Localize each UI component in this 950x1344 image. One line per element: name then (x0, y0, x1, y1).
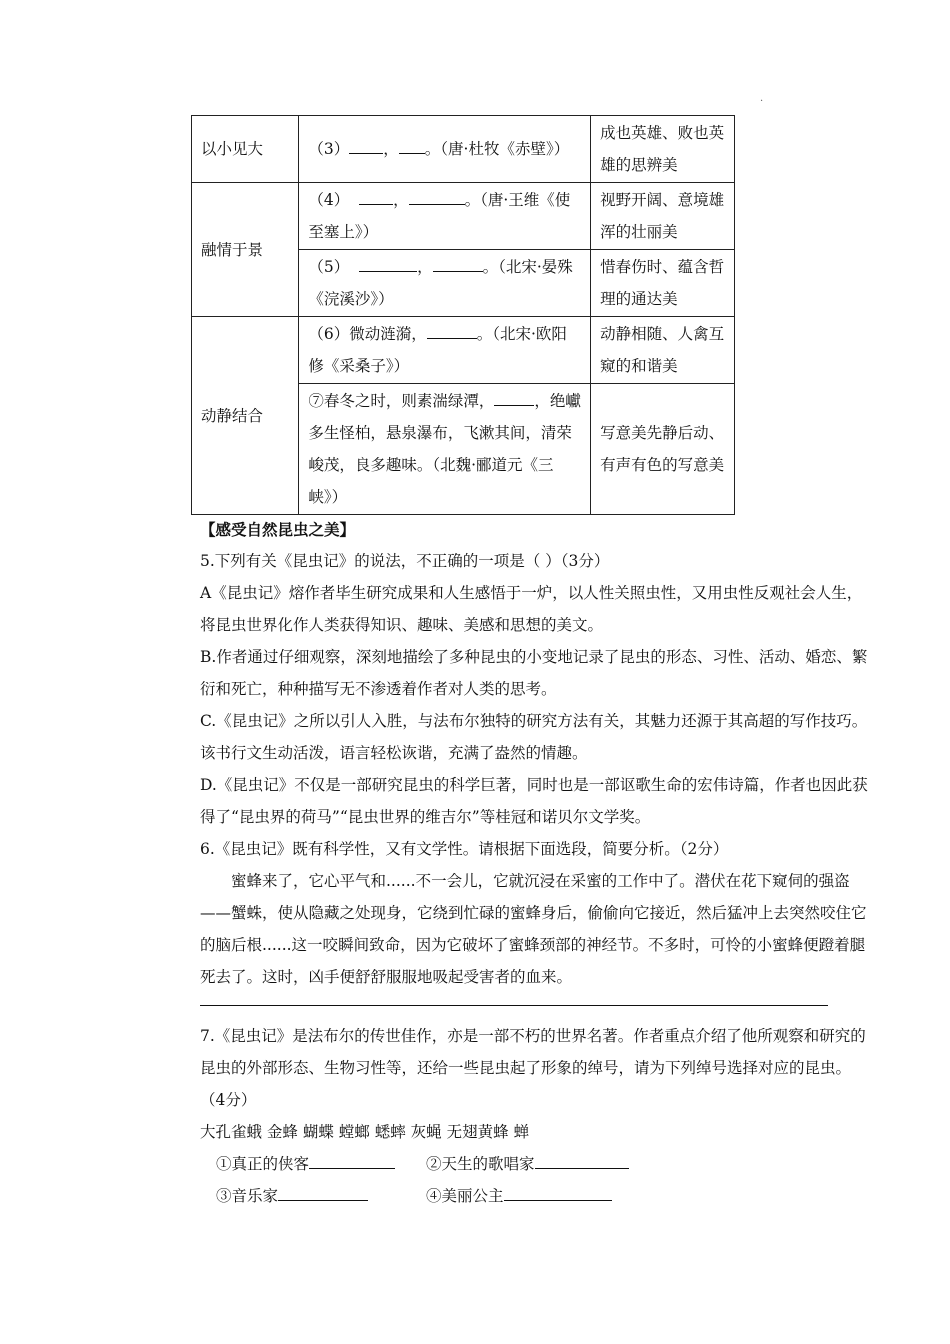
q5-option-d: D.《昆虫记》不仅是一部研究昆虫的科学巨著，同时也是一部讴歌生命的宏伟诗篇，作者也因此获得了“昆虫界的荷马”“昆虫世界的维吉尔”等桂冠和诺贝尔文学奖。 (200, 776, 868, 826)
q7-row-1 (200, 1148, 868, 1180)
category-cell: 动静结合 (192, 317, 299, 515)
poem-cell: （3） ， 。（唐·杜牧《赤壁》） (299, 116, 591, 183)
fill-blank[interactable] (359, 256, 417, 273)
page-dot: · (760, 96, 764, 107)
q7-stem: 7.《昆虫记》是法布尔的传世佳作，亦是一部不朽的世界名著。作者重点介绍了他所观察和研究的昆虫的外部形态、生物习性等，还给一些昆虫起了形象的绰号，请为下列绰号选择对应的昆虫。（4分） (200, 1027, 866, 1109)
q7-choice-3: ③音乐家 (216, 1180, 426, 1212)
q5-option-b: B.作者通过仔细观察，深刻地描绘了多种昆虫的小变地记录了昆虫的形态、习性、活动、婚恋、繁衍和死亡，种种描写无不渗透着作者对人类的思考。 (200, 648, 868, 698)
fill-blank[interactable] (309, 1153, 395, 1170)
poem-cell: （5） ， 。（北宋·晏殊《浣溪沙》） (299, 250, 591, 317)
q7-insect-list: 大孔雀蛾 金蜂 蝴蝶 螳螂 蟋蟀 灰蝇 无翅黄蜂 蝉 (200, 1123, 529, 1141)
fill-blank[interactable] (535, 1153, 629, 1170)
table-row (192, 317, 735, 384)
fill-blank[interactable] (494, 390, 534, 407)
poem-cell: ⑦春冬之时，则素湍绿潭， ，绝巘多生怪柏，悬泉瀑布，飞漱其间，清荣峻茂，良多趣味。（北魏·郦道元《三峡》） (299, 384, 591, 515)
fill-blank[interactable] (409, 189, 465, 206)
poem-cell: （6）微动涟漪， 。（北宋·欧阳修《采桑子》） (299, 317, 591, 384)
fill-blank[interactable] (359, 189, 393, 206)
q6-stem: 6.《昆虫记》既有科学性，又有文学性。请根据下面选段，简要分析。（2分） (200, 840, 729, 858)
fill-blank[interactable] (433, 256, 483, 273)
section-title: 【感受自然昆虫之美】 (200, 520, 356, 539)
category-cell: 融情于景 (192, 183, 299, 317)
beauty-cell: 动静相随、人禽互窥的和谐美 (591, 317, 735, 384)
fill-blank[interactable] (427, 323, 477, 340)
fill-blank[interactable] (399, 138, 425, 155)
table-row (192, 116, 735, 183)
poem-cell: （4） ， 。（唐·王维《使至塞上》） (299, 183, 591, 250)
q5-stem: 5.下列有关《昆虫记》的说法，不正确的一项是（ ）（3分） (200, 552, 610, 570)
fill-blank[interactable] (349, 138, 383, 155)
poetry-table (191, 115, 735, 515)
q7-choice-1: ①真正的侠客 (216, 1148, 426, 1180)
q7-choice-2: ②天生的歌唱家 (426, 1148, 629, 1180)
beauty-cell: 视野开阔、意境雄浑的壮丽美 (591, 183, 735, 250)
beauty-cell: 成也英雄、败也英雄的思辨美 (591, 116, 735, 183)
q6-answer-line[interactable] (200, 1005, 828, 1006)
questions (200, 545, 868, 1212)
fill-blank[interactable] (504, 1185, 612, 1202)
q5-option-c: C.《昆虫记》之所以引人入胜，与法布尔独特的研究方法有关，其魅力还源于其高超的写作技巧。该书行文生动活泼，语言轻松诙谐，充满了盎然的情趣。 (200, 712, 868, 762)
q6-passage: 蜜蜂来了，它心平气和......不一会儿，它就沉浸在采蜜的工作中了。潜伏在花下窥伺的强盗——蟹蛛，使从隐藏之处现身，它绕到忙碌的蜜蜂身后，偷偷向它接近，然后猛冲上去突然咬住它的脑后根......这一咬瞬间致命，因为它破坏了蜜蜂颈部的神经节。不多时，可怜的小蜜蜂便蹬着腿死去了。这时，凶手便舒舒服服地吸起受害者的血来。 (200, 872, 867, 986)
beauty-cell: 写意美先静后动、有声有色的写意美 (591, 384, 735, 515)
beauty-cell: 惜春伤时、蕴含哲理的通达美 (591, 250, 735, 317)
q7-choice-4: ④美丽公主 (426, 1180, 612, 1212)
q7-row-2 (200, 1180, 868, 1212)
table-row (192, 183, 735, 250)
q5-option-a: A《昆虫记》熔作者毕生研究成果和人生感悟于一炉，以人性关照虫性，又用虫性反观社会人生，将昆虫世界化作人类获得知识、趣味、美感和思想的美文。 (200, 584, 863, 634)
category-cell: 以小见大 (192, 116, 299, 183)
fill-blank[interactable] (278, 1185, 368, 1202)
